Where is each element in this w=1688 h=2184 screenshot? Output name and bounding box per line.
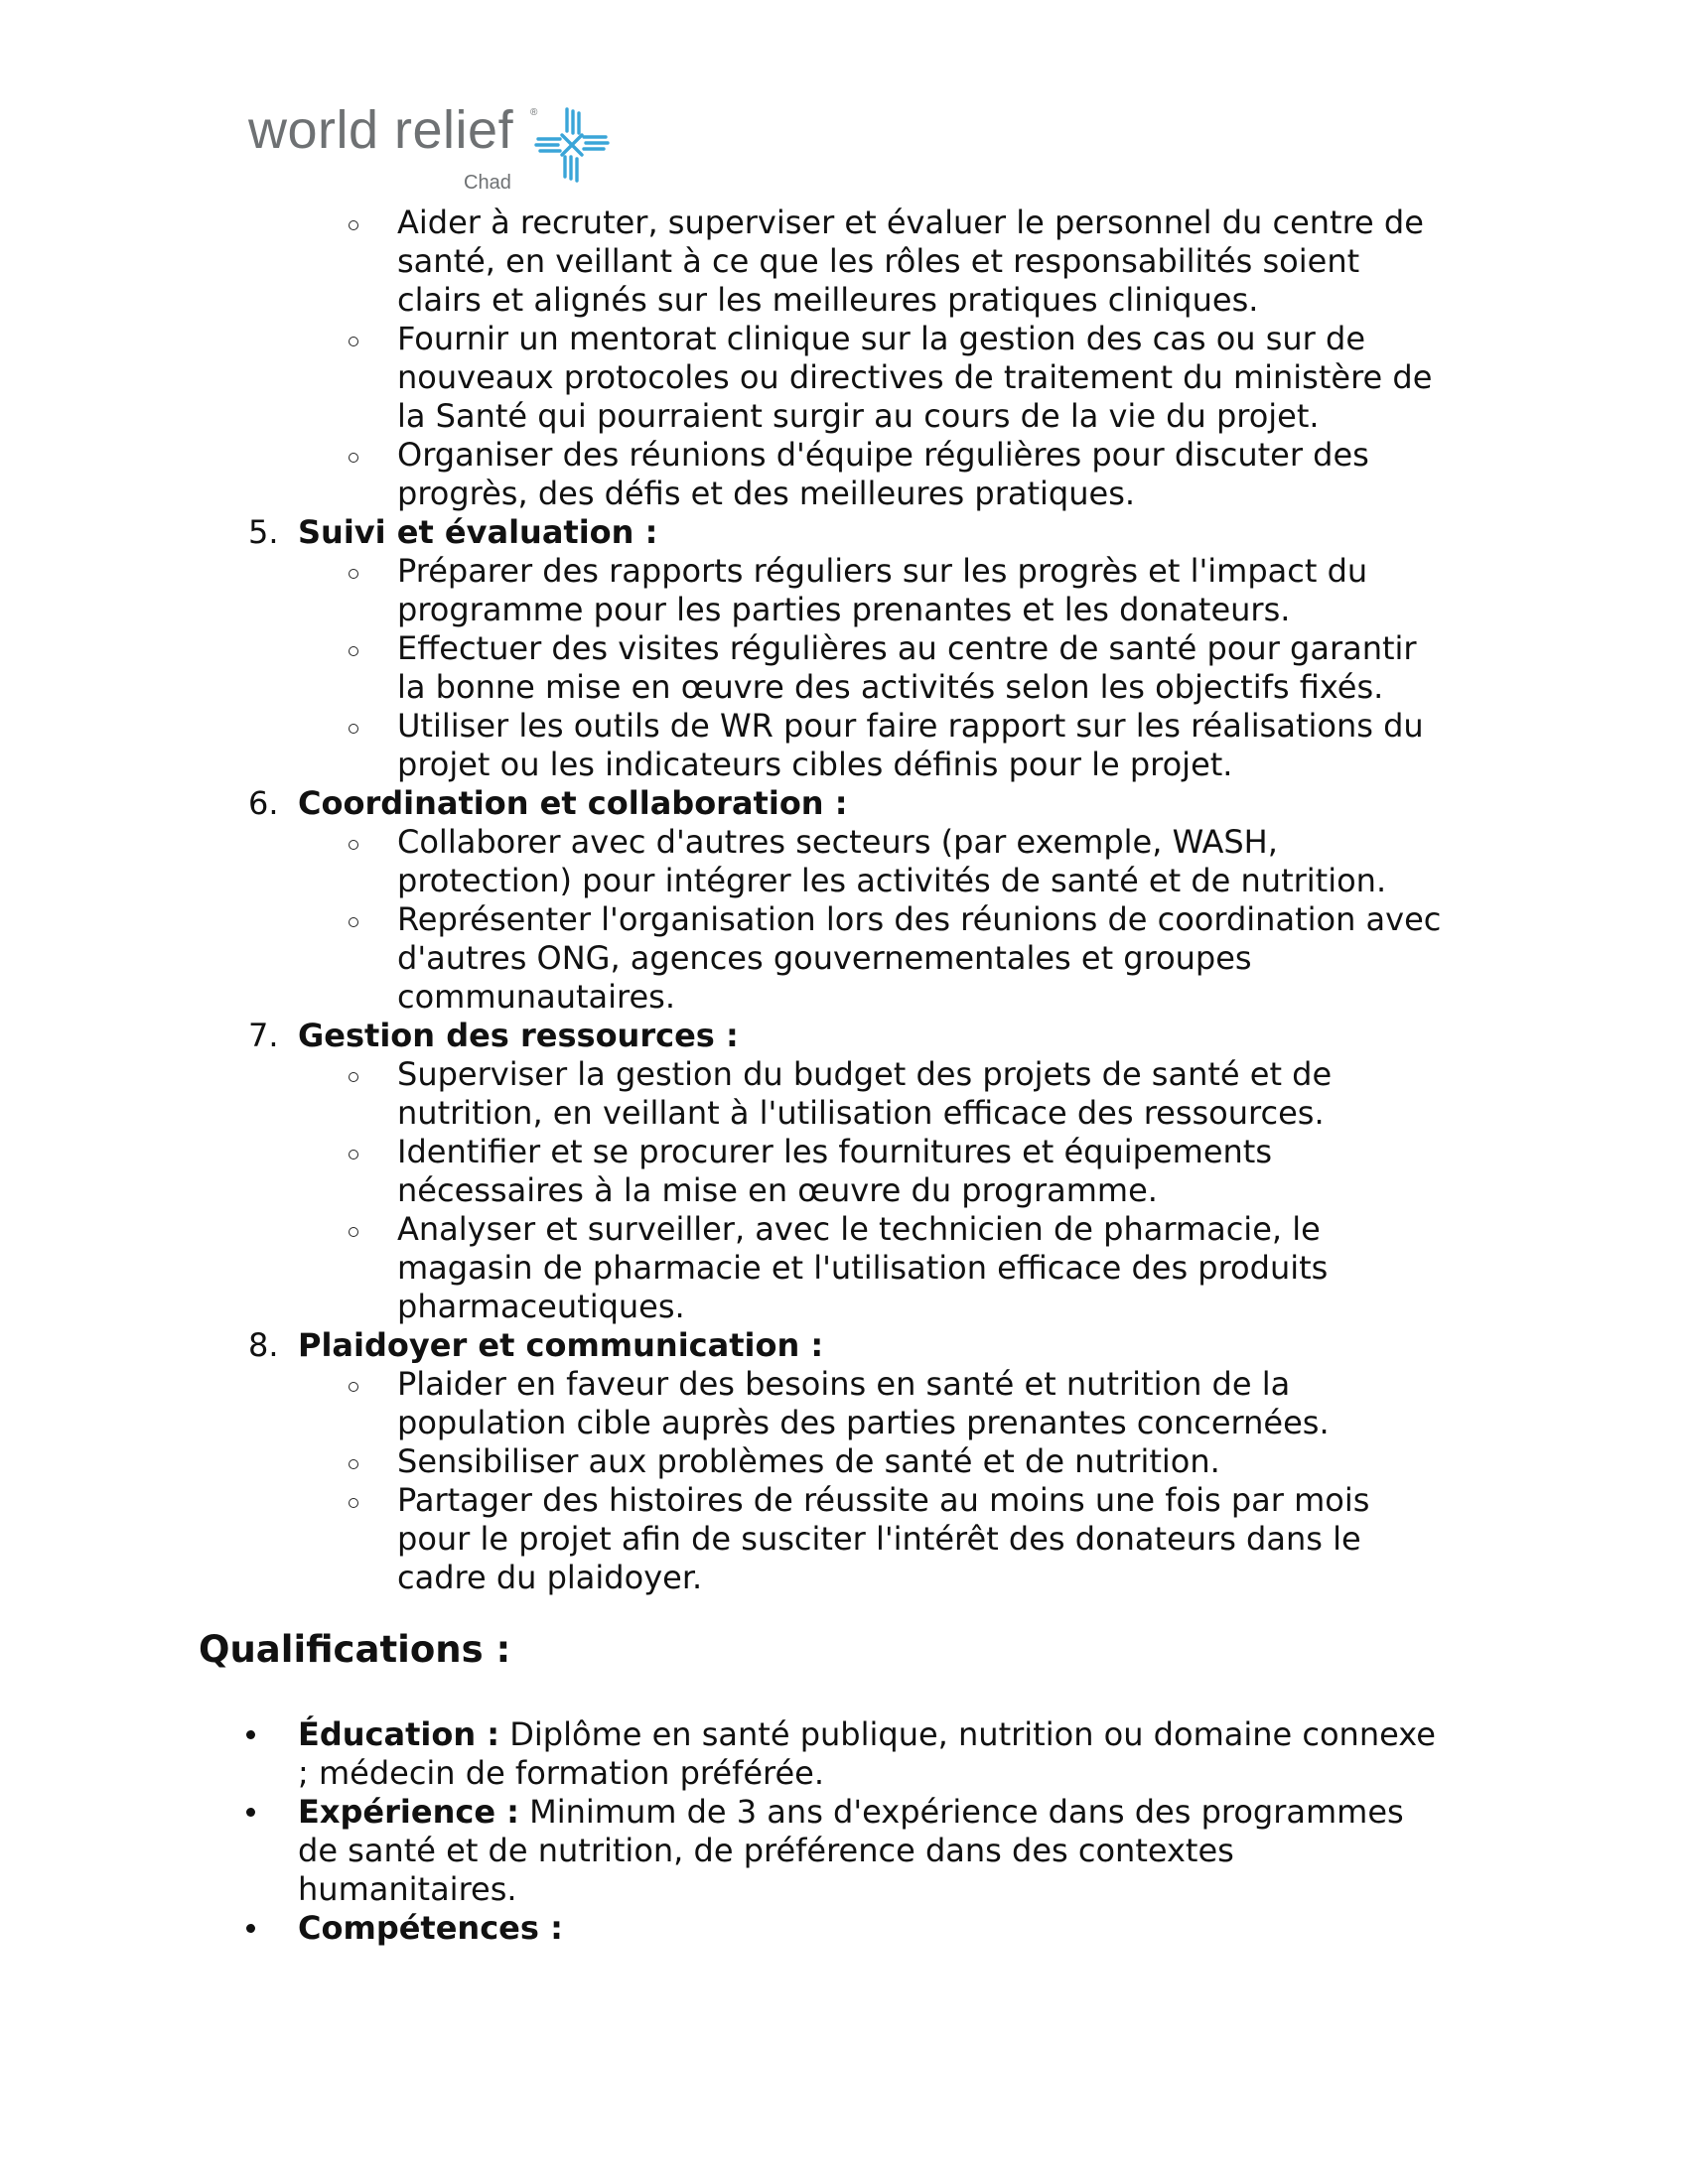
sub-item-line: magasin de pharmacie et l'utilisation efficace des produits — [397, 1249, 1329, 1287]
bullet-icon — [246, 1730, 255, 1739]
qualification-line: ; médecin de formation préférée. — [298, 1754, 825, 1792]
sub-item-line: Organiser des réunions d'équipe régulières pour discuter des — [397, 436, 1369, 474]
sub-item-line: la bonne mise en œuvre des activités selon les objectifs fixés. — [397, 668, 1384, 706]
sub-bullet-icon — [349, 724, 358, 734]
sub-item-line: nécessaires à la mise en œuvre du programme. — [397, 1171, 1158, 1209]
qualification-label: Expérience : — [298, 1793, 519, 1831]
sub-item-line: nutrition, en veillant à l'utilisation efficace des ressources. — [397, 1094, 1325, 1132]
qualification-line — [298, 1909, 563, 1948]
sub-item-line: programme pour les parties prenantes et les donateurs. — [397, 591, 1291, 628]
logo-wordmark: world relief — [248, 100, 514, 160]
sub-item-line: Superviser la gestion du budget des projets de santé et de — [397, 1055, 1333, 1093]
sub-item-line: pharmaceutiques. — [397, 1288, 685, 1325]
sub-item-line: progrès, des défis et des meilleures pratiques. — [397, 475, 1136, 512]
sub-item-line: Effectuer des visites régulières au centre de santé pour garantir — [397, 629, 1417, 667]
sub-item-line: Plaider en faveur des besoins en santé et nutrition de la — [397, 1365, 1291, 1403]
sub-item-line: projet ou les indicateurs cibles définis pour le projet. — [397, 746, 1233, 783]
section-title: Suivi et évaluation : — [298, 513, 658, 551]
logo-subtitle: Chad — [464, 172, 511, 194]
qualification-label: Éducation : — [298, 1715, 500, 1753]
world-relief-logo — [248, 100, 626, 199]
sub-bullet-icon — [349, 1227, 358, 1237]
sub-item-line: population cible auprès des parties prenantes concernées. — [397, 1404, 1330, 1441]
sub-item-line: cadre du plaidoyer. — [397, 1559, 703, 1596]
sub-item-line: Sensibiliser aux problèmes de santé et de nutrition. — [397, 1442, 1220, 1480]
sub-bullet-icon — [349, 453, 358, 463]
sub-item-line: nouveaux protocoles ou directives de traitement du ministère de — [397, 358, 1433, 396]
cross-logo-icon — [534, 107, 610, 183]
sub-item-line: santé, en veillant à ce que les rôles et responsabilités soient — [397, 242, 1360, 280]
bullet-icon — [246, 1924, 255, 1933]
sub-bullet-icon — [349, 1382, 358, 1392]
sub-item-line: Identifier et se procurer les fournitures et équipements — [397, 1133, 1273, 1170]
sub-item-line: la Santé qui pourraient surgir au cours de la vie du projet. — [397, 397, 1320, 435]
qualification-line: de santé et de nutrition, de préférence dans des contextes — [298, 1832, 1234, 1869]
qualification-label: Compétences : — [298, 1909, 563, 1947]
sub-bullet-icon — [349, 337, 358, 346]
sub-bullet-icon — [349, 569, 358, 579]
sub-item-line: Fournir un mentorat clinique sur la gestion des cas ou sur de — [397, 320, 1365, 357]
sub-bullet-icon — [349, 1498, 358, 1508]
sub-item-line: Préparer des rapports réguliers sur les progrès et l'impact du — [397, 552, 1368, 590]
qualifications-heading: Qualifications : — [199, 1628, 511, 1671]
sub-item-line: d'autres ONG, agences gouvernementales et groupes — [397, 939, 1252, 977]
sub-item-line: Aider à recruter, superviser et évaluer le personnel du centre de — [397, 204, 1424, 241]
sub-item-line: Partager des histoires de réussite au moins une fois par mois — [397, 1481, 1370, 1519]
section-title: Coordination et collaboration : — [298, 784, 848, 822]
section-title: Gestion des ressources : — [298, 1017, 739, 1054]
sub-item-line: Utiliser les outils de WR pour faire rapport sur les réalisations du — [397, 707, 1424, 745]
sub-bullet-icon — [349, 1150, 358, 1160]
sub-bullet-icon — [349, 646, 358, 656]
sub-bullet-icon — [349, 220, 358, 230]
section-title: Plaidoyer et communication : — [298, 1326, 824, 1364]
bullet-icon — [246, 1808, 255, 1817]
section-number: 5. — [248, 513, 279, 551]
sub-item-line: Analyser et surveiller, avec le technicien de pharmacie, le — [397, 1210, 1321, 1248]
qualification-line: humanitaires. — [298, 1870, 517, 1908]
sub-bullet-icon — [349, 840, 358, 850]
sub-bullet-icon — [349, 917, 358, 927]
section-number: 7. — [248, 1017, 279, 1054]
sub-bullet-icon — [349, 1459, 358, 1469]
sub-item-line: protection) pour intégrer les activités de santé et de nutrition. — [397, 862, 1387, 899]
section-number: 8. — [248, 1326, 279, 1364]
qualification-text: Minimum de 3 ans d'expérience dans des programmes — [518, 1793, 1404, 1831]
sub-item-line: pour le projet afin de susciter l'intérêt des donateurs dans le — [397, 1520, 1361, 1558]
sub-item-line: communautaires. — [397, 978, 675, 1016]
sub-item-line: Représenter l'organisation lors des réunions de coordination avec — [397, 900, 1442, 938]
section-number: 6. — [248, 784, 279, 822]
logo-registered-mark: ® — [530, 107, 538, 118]
sub-item-line: Collaborer avec d'autres secteurs (par exemple, WASH, — [397, 823, 1278, 861]
qualification-text: Diplôme en santé publique, nutrition ou domaine connexe — [499, 1715, 1436, 1753]
sub-bullet-icon — [349, 1072, 358, 1082]
qualification-line — [298, 1715, 1436, 1754]
qualification-line — [298, 1793, 1404, 1832]
sub-item-line: clairs et alignés sur les meilleures pratiques cliniques. — [397, 281, 1259, 319]
